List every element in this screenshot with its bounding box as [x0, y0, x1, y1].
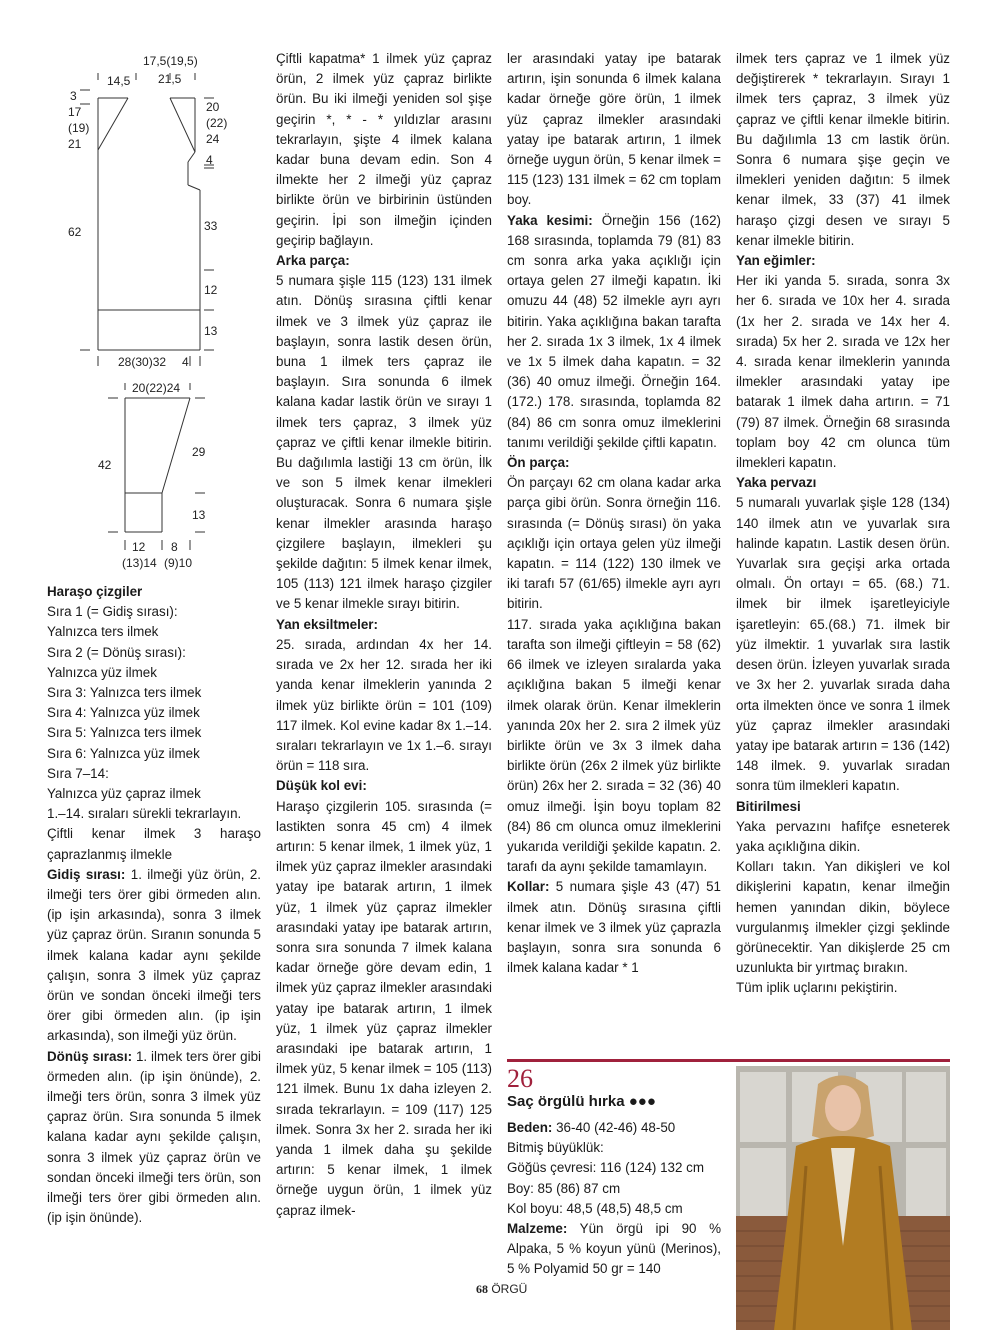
inline-heading: Yaka kesimi:	[507, 212, 593, 228]
dim-right-6: 12	[204, 283, 218, 297]
dim-sleeve-right-1: 29	[192, 445, 206, 459]
section-heading: Ön parça:	[507, 455, 570, 471]
dim-sleeve-bottom-1: 12	[132, 540, 146, 554]
inline-heading: Malzeme:	[507, 1221, 568, 1237]
inline-heading: Dönüş sırası:	[47, 1048, 133, 1064]
paragraph-text: 1. ilmek ters örer gibi örmeden alın. (ip işin önünde), 2. ilmeği ters örün, sonra 3 ilmek yüz çapraz örün. Sıra sonunda 5 ilmek kalana kadar aynı şekilde çalışın, sonra 3 ilmek yüz çapraz örün ve sondan önceki ilmeği ters örün, son ilmeği ters örer gibi örmeden alın. (ip işin önünde).	[47, 1048, 261, 1226]
info-line: Göğüs çevresi: 116 (124) 132 cm	[507, 1160, 704, 1176]
paragraph	[507, 1219, 721, 1280]
paragraph-text: Yün örgü ipi 90 % Alpaka, 5 % koyun yünü (Merinos), 5 % Polyamid 50 gr = 140	[507, 1221, 721, 1277]
paragraph-text: Örneğin 156 (162) 168 sırasında, toplamda 79 (81) 83 cm sonra arka yaka açıklığı için ortaya gelen 27 ilmeği kapatın. İki omuzu 44 (48) 52 ilmekle ayrı ayrı bitirin. Yaka açıklığına bakan tarafta her 2. sırada 1x 3 ilmek, 1x 4 ilmek ve 1x 5 ilmek daha kapatın. = 32 (36) 40 omuz ilmeği. Örneğin 164. (172.) 178. sırasında, toplamda 82 (84) 86 cm sonra omuz ilmeklerini tanımı verildiği şekilde çiftli kapatın.	[507, 212, 721, 450]
dim-right-2: (22)	[206, 116, 228, 130]
section-heading: Yaka pervazı	[736, 475, 817, 491]
paragraph: Çiftli kenar ilmek 3 haraşo çaprazlanmış ilmekle	[47, 826, 261, 862]
paragraph: Çiftli kapatma* 1 ilmek yüz çapraz örün, 2 ilmek yüz çapraz birlikte örün. Bu iki ilmeği yeniden sol şişe geçirin *, * - * yıldızlar arasını tekrarlayın, şişte 4 ilmek kalana kadar buna devam edin. Son 4 ilmekte her 2 ilmeği yüz çapraz birlikte örün ve birbirinin üstünden geçirin. İpi son ilmeğin içinden geçirip bağlayın.	[276, 51, 492, 248]
paragraph: ilmek ters çapraz ve 1 ilmek yüz değiştirerek * tekrarlayın. Sırayı 1 ilmek ters çapraz, 3 ilmek yüz çapraz ve çiftli kenar ilmekle bitirin. Bu dağılımla 13 cm lastik örün. Sonra 6 numara şişe geçin ve ilmekleri yeniden dağıtın: 5 ilmek kenar ilmek, 33 (37) 41 ilmek haraşo çizgi desen ve sırayı 5 kenar ilmekle bitirin.	[736, 51, 950, 248]
dim-left-2: 17	[68, 105, 82, 119]
paragraph: 5 numaralı yuvarlak şişle 128 (134) 140 ilmek atın ve yuvarlak sıra halinde kapatın. Lastik desen örün. Yuvarlak sıra geçişi arka ortada olmalı. Ön ortayı = 65. (68.) 71. ilmek bir ilmek işaretleyiciyle işaretleyin: 65.(68.) 71. ilmek bir yüz ilmektir. 1 yuvarlak sıra lastik desen örün. İzleyen yuvarlak sırada ve 3x her 2. yuvarlak sırada daha orta ilmekten önce ve sonra 1 ilmek yüz çapraz ilmekler arasındaki yatay ipe batarak artırın = 136 (142) 148 ilmek. 9. yuvarlak sıradan sonra tüm ilmekleri kapatın.	[736, 495, 950, 794]
paragraph: ler arasındaki yatay ipe batarak artırın, işin sonunda 6 ilmek kalana kadar örneğe göre örün, 1 ilmek yüz çapraz ilmekler arasındaki yatay ipe batarak artırın, 1 ilmek örneğe uygun örün, 5 kenar ilmek = 115 (123) 131 ilmek = 62 cm toplam boy.	[507, 51, 721, 208]
section-heading: Yan eksiltmeler:	[276, 616, 378, 632]
column-4	[736, 49, 950, 999]
dim-right-3: 24	[206, 132, 220, 146]
paragraph: 117. sırada yaka açıklığına bakan tarafta son ilmeği çiftleyin = 58 (62) 66 ilmek ve izleyen sıralarda yaka açıklığına bakan 5 ilmeği kenar ilmek olarak örün. Kenar ilmeklerin yanında 20x her 2. sıra 2 ilmek yüz birlikte örün ve 3x 3 ilmek daha birlikte örün (26x 2 ilmek yüz birlikte örün) 26x her 2. sırada = 32 (36) 40 omuz ilmeği. İşin boyu toplam 82 (84) 86 cm olunca omuz ilmeklerini yukarıda verildiği şekilde kapatın. 2. tarafı da aynı şekilde tamamlayın.	[507, 616, 721, 875]
paragraph: Tüm iplik uçlarını pekiştirin.	[736, 980, 898, 996]
section-heading: Arka parça:	[276, 253, 350, 269]
row-line: Sıra 2 (= Dönüş sırası):	[47, 644, 186, 660]
column-2	[276, 49, 492, 1221]
inline-heading: Beden:	[507, 1120, 553, 1135]
inline-heading: Kollar:	[507, 879, 550, 895]
info-line: Boy: 85 (86) 87 cm	[507, 1180, 621, 1196]
row-line: Yalnızca yüz ilmek	[47, 664, 157, 680]
paragraph-text: 1. ilmeği yüz örün, 2. ilmeği ters örer gibi örmeden alın. (ip işin arkasında), sonra 3 ilmek yüz çapraz örün. Sıranın sonunda 5 ilmek kalana kadar aynı şekilde çalışın, sonra 3 ilmek yüz çapraz örün ve sondan önceki ilmeği ters örer gibi örmeden alın. (ip işin arkasında), son ilmeği yüz örün.	[47, 866, 261, 1044]
paragraph: 1.–14. sıraları sürekli tekrarlayın.	[47, 806, 242, 822]
pattern-26-info	[507, 1118, 721, 1280]
dim-left-1: 3	[70, 89, 77, 103]
model-photo	[736, 1066, 950, 1330]
section-heading: Yan eğimler:	[736, 253, 816, 269]
info-line: Kol boyu: 48,5 (48,5) 48,5 cm	[507, 1200, 683, 1216]
dim-sleeve-bottom-3: (13)14	[122, 556, 157, 570]
row-line: Sıra 7–14:	[47, 765, 109, 781]
paragraph	[507, 1118, 721, 1138]
paragraph: Ön parçayı 62 cm olana kadar arka parça gibi örün. Sonra örneğin 116. sırasında (= Dönüş sırası) ön yaka açıklığı için ortaya gelen yüz ilmeği kapatın. = 114 (122) 130 ilmek ve iki tarafı 57 (61/65) ilmekle ayrı ayrı bitirin.	[507, 475, 721, 612]
pattern-number: 26	[507, 1064, 533, 1093]
dim-sleeve-top: 20(22)24	[132, 381, 181, 395]
row-line: Sıra 1 (= Gidiş sırası):	[47, 604, 178, 620]
page-number: 68	[476, 1282, 488, 1296]
dim-bottom-right: 4	[182, 355, 189, 369]
paragraph: 25. sırada, ardından 4x her 14. sırada ve 2x her 12. sırada her iki yanda kenar ilmeklerin yanında 2 ilmek yüz birlikte örün = 101 (109) 117 ilmek. Kol evine kadar 8x 1.–14. sıraları tekrarlayın ve 1x 1.–6. sırayı örün = 118 sıra.	[276, 636, 492, 774]
section-heading: Bitirilmesi	[736, 798, 801, 814]
dim-left-5: 62	[68, 225, 82, 239]
page-footer	[476, 1282, 527, 1297]
paragraph: Yaka pervazını hafifçe esneterek yaka açıklığına dikin.	[736, 818, 950, 854]
row-line: Sıra 6: Yalnızca yüz ilmek	[47, 745, 200, 761]
cardigan-photo-illustration	[736, 1066, 950, 1330]
paragraph	[507, 877, 721, 978]
row-line: Sıra 3: Yalnızca ters ilmek	[47, 685, 202, 701]
dim-top-total: 17,5(19,5)	[143, 54, 198, 68]
dim-sleeve-right-2: 13	[192, 508, 206, 522]
paragraph: Haraşo çizgilerin 105. sırasında (= lastikten sonra 45 cm) 4 ilmek artırın: 5 kenar ilmek, 1 ilmek yüz, 1 ilmek yüz çapraz ilmekler arasındaki yatay ipe batarak artırın, 1 ilmek yüz, 1 ilmek yüz çapraz ilmekler arasındaki yatay ipe batarak artırın, sonra sıra sonunda 7 ilmek kalana kadar örneğe göre devam edin, 1 ilmek yüz çapraz ilmekler arasındaki yatay ipe batarak artırın, 1 ilmek yüz, 1 ilmek yüz çapraz ilmekler arasındaki ipe batarak artırın, 1 ilmek yüz, 5 kenar ilmek = 105 (113) 121 ilmek. Bunu 1x daha izleyen 2. sırada tekrarlayın. = 109 (117) 125 ilmek. Sonra 3x her 2. sırada her iki yanda 1 ilmek daha şu şekilde artırın: 5 kenar ilmek, 1 ilmek örneğe uygun örün, 1 ilmek yüz çapraz ilmek-	[276, 798, 492, 1218]
column-3	[507, 49, 721, 978]
column-1	[47, 582, 261, 1229]
dim-right-4: 4	[206, 153, 213, 167]
paragraph: Her iki yanda 5. sırada, sonra 3x her 6. sırada ve 10x her 4. sırada (1x her 2. sırada ve 14x her 4. sırada) 5x her 2. sırada ve 12x her 4. sırada kenar ilmeklerin yanında ilmekler arasındaki yatay ipe batarak 1 ilmek daha artırın. = 71 (79) 87 ilmek. Örneğin 68 sırasında toplam boy 42 cm olunca tüm ilmekleri kapatın.	[736, 273, 950, 471]
dim-sleeve-bottom-2: 8	[171, 540, 178, 554]
info-line: Bitmiş büyüklük:	[507, 1140, 604, 1156]
row-line: Sıra 5: Yalnızca ters ilmek	[47, 725, 202, 741]
dim-bottom: 28(30)32	[118, 355, 167, 369]
dim-left-3: (19)	[68, 121, 90, 135]
row-line: Yalnızca yüz çapraz ilmek	[47, 786, 201, 802]
section-heading: Haraşo çizgiler	[47, 584, 143, 599]
row-line: Sıra 4: Yalnızca yüz ilmek	[47, 705, 200, 721]
dim-right-5: 33	[204, 219, 218, 233]
dim-right-1: 20	[206, 100, 220, 114]
section-heading: Düşük kol evi:	[276, 778, 367, 794]
dim-sleeve-left: 42	[98, 458, 112, 472]
section-divider	[507, 1059, 950, 1062]
paragraph: Kolları takın. Yan dikişleri ve kol dikişlerini kapatın, kenar ilmeğin hemen yanından dikin, böylece vurgulanmış ilmekler çizgi şeklinde görünecektir. Yan dikişlerde 25 cm uzunlukta bir yırtmaç bırakın.	[736, 859, 950, 976]
paragraph-text: 5 numara şişle 43 (47) 51 ilmek atın. Dönüş sırasına çiftli kenar ilmek ve 3 ilmek yüz çaprazla başlayın, sonra sıra sonunda 6 ilmek kalana kadar * 1	[507, 879, 721, 976]
paragraph	[507, 211, 721, 453]
dim-top-right: 21,5	[158, 72, 182, 86]
inline-heading: Gidiş sırası:	[47, 866, 126, 882]
magazine-name: ÖRGÜ	[491, 1282, 528, 1296]
dim-right-7: 13	[204, 324, 218, 338]
row-line: Yalnızca ters ilmek	[47, 624, 159, 640]
paragraph	[47, 1047, 261, 1229]
dim-left-4: 21	[68, 137, 82, 151]
knitting-schematic	[40, 40, 270, 580]
paragraph: 5 numara şişle 115 (123) 131 ilmek atın. Dönüş sırasına çiftli kenar ilmek ve 3 ilmek yüz çapraz ile başlayın, sonra lastik desen örün, buna 1 ilmek ters çapraz ile başlayın. Sıra sonunda 6 ilmek kalana kadar lastik örün ve sırayı 1 ilmek ters çapraz, 3 ilmek yüz çapraz ve çiftli kenar ilmekle bitirin. Bu dağılımla lastiği 13 cm örün, İlk ve son 5 ilmek kenar ilmekleri oluşturacak. Sonra 6 numara şişle kenar ilmekler arasında haraşo çizgilere başlayın, ilmekleri şu şekilde dağıtın: 5 ilmek kenar ilmek, 105 (113) 121 ilmek haraşo çizgiler ve 5 kenar ilmekle sırayı bitirin.	[276, 273, 492, 612]
paragraph-text: 36-40 (42-46) 48-50	[552, 1120, 676, 1135]
pattern-title: Saç örgülü hırka ●●●	[507, 1093, 656, 1110]
dim-sleeve-bottom-4: (9)10	[164, 556, 193, 570]
dim-top-left: 14,5	[107, 74, 131, 88]
paragraph	[47, 865, 261, 1047]
